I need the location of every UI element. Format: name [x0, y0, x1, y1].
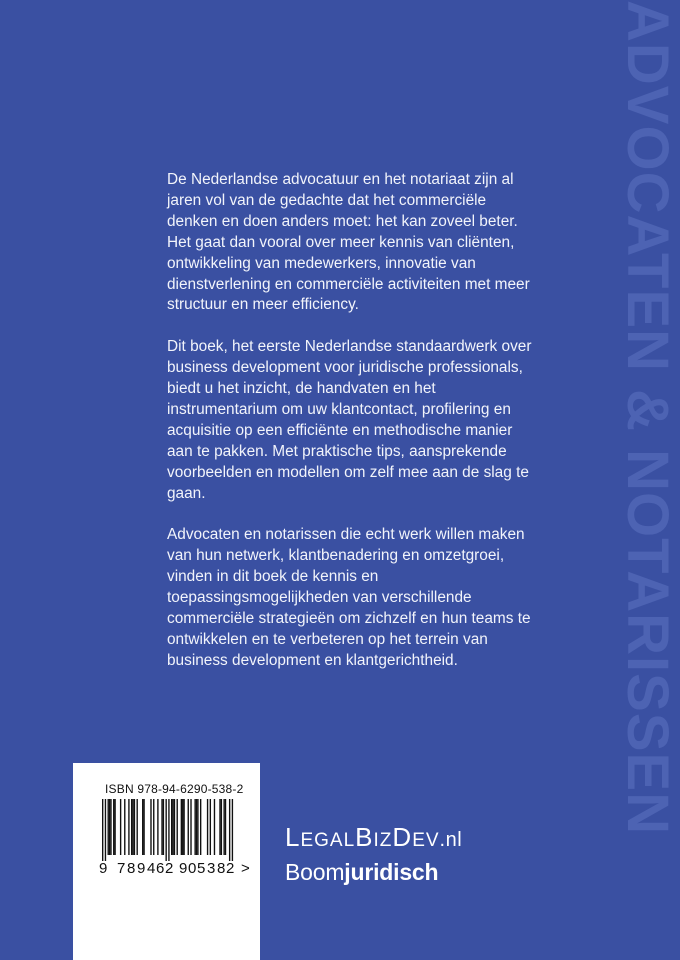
barcode-digit: 7 [117, 860, 126, 877]
barcode-bar [171, 799, 172, 855]
barcode-bar [214, 799, 215, 855]
barcode-bar [153, 799, 154, 855]
barcode-bar [132, 799, 133, 855]
barcode-box [73, 763, 260, 960]
barcode-bar [181, 799, 182, 855]
barcode-bar [190, 799, 191, 855]
blurb-paragraph-2: Dit boek, het eerste Nederlandse standaardwerk over business development voor juridische professionals, biedt u het inzicht, de handvaten en het instrumentarium om uw klantcontact, profilering en acquisitie op een efficiënte en methodische manier aan te pakken. Met praktische tips, aansprekende voorbeelden en modellen om zelf mee aan de slag te gaan. [167, 338, 532, 502]
barcode-digit: 9 [179, 860, 188, 877]
barcode-digit: 0 [188, 860, 197, 877]
boom-juridisch-logo [285, 859, 438, 886]
barcode-bar [210, 799, 211, 855]
barcode-digits [99, 860, 249, 878]
barcode-bar [131, 799, 132, 855]
barcode-bar [207, 799, 208, 855]
barcode-bar [177, 799, 178, 855]
barcode-bar [142, 799, 143, 855]
barcode-bar [194, 799, 195, 855]
barcode-digit: 8 [127, 860, 136, 877]
boom-logo-part2: juridisch [344, 859, 439, 885]
barcode-bar [200, 799, 201, 855]
barcode-bar [232, 799, 233, 861]
barcode-bar [163, 799, 164, 855]
barcode-bar [143, 799, 144, 855]
boom-logo-part1: Boom [285, 859, 345, 885]
barcode-bar [183, 799, 184, 855]
barcode-bar [108, 799, 109, 855]
blurb-text [167, 170, 537, 693]
barcode-bar [110, 799, 111, 855]
barcode-bar [196, 799, 197, 855]
barcode-digit: 5 [197, 860, 206, 877]
barcode-bar [120, 799, 121, 855]
barcode-bar [137, 799, 138, 855]
barcode-digit: 6 [156, 860, 165, 877]
barcode-bar [225, 799, 226, 855]
barcode-icon [102, 799, 234, 861]
blurb-paragraph-3: Advocaten en notarissen die echt werk willen maken van hun netwerk, klantbenadering en omzetgroei, vinden in dit boek de kennis en toepassingsmogelijkheden van verschillende commerciële strategieën om zichzelf en hun teams te ontwikkelen en te verbeteren op het terrein van business development en klantgerichtheid. [167, 526, 531, 669]
barcode-bar [109, 799, 110, 855]
barcode-bar [105, 799, 106, 861]
barcode-bar [102, 799, 103, 861]
barcode-digit: 3 [207, 860, 216, 877]
barcode-bar [182, 799, 183, 855]
barcode-bar [219, 799, 220, 855]
barcode-marker: > [241, 860, 250, 877]
spine-title-text: ADVOCATEN & NOTARISSEN [615, 0, 680, 836]
barcode-digit: 9 [99, 860, 108, 877]
barcode-digit: 2 [226, 860, 235, 877]
blurb-paragraph-1: De Nederlandse advocatuur en het notariaat zijn al jaren vol van de gedachte dat het commerciële denken en doen anders moet: het kan zoveel beter. Het gaat dan vooral over meer kennis van cliënten, ontwikkeling van medewerkers, innovatie van dienstverlening en commerciële activiteiten met meer structuur en meer efficiency. [167, 171, 530, 314]
legalbizdev-logo: LEGALBIZDEV.nl [285, 822, 463, 852]
barcode-bar [114, 799, 115, 855]
barcode-bar [197, 799, 198, 855]
barcode-bar [221, 799, 222, 855]
barcode-bar [128, 799, 129, 855]
barcode-bar [150, 799, 151, 855]
barcode-bar [124, 799, 125, 855]
barcode-bar [174, 799, 175, 855]
isbn-label: ISBN 978-94-6290-538-2 [105, 782, 244, 796]
barcode-digit: 9 [137, 860, 146, 877]
barcode-bar [188, 799, 189, 855]
barcode-bar [229, 799, 230, 861]
barcode-bar [113, 799, 114, 855]
barcode-bar [172, 799, 173, 855]
barcode-bar [223, 799, 224, 855]
barcode-bar [165, 799, 166, 861]
barcode-digit: 4 [147, 860, 156, 877]
barcode-bar [168, 799, 169, 861]
barcode-bar [161, 799, 162, 855]
barcode-digit: 2 [165, 860, 174, 877]
spine-title [614, 0, 680, 960]
barcode-bar [134, 799, 135, 855]
barcode-digit: 8 [217, 860, 226, 877]
barcode-bar [157, 799, 158, 855]
